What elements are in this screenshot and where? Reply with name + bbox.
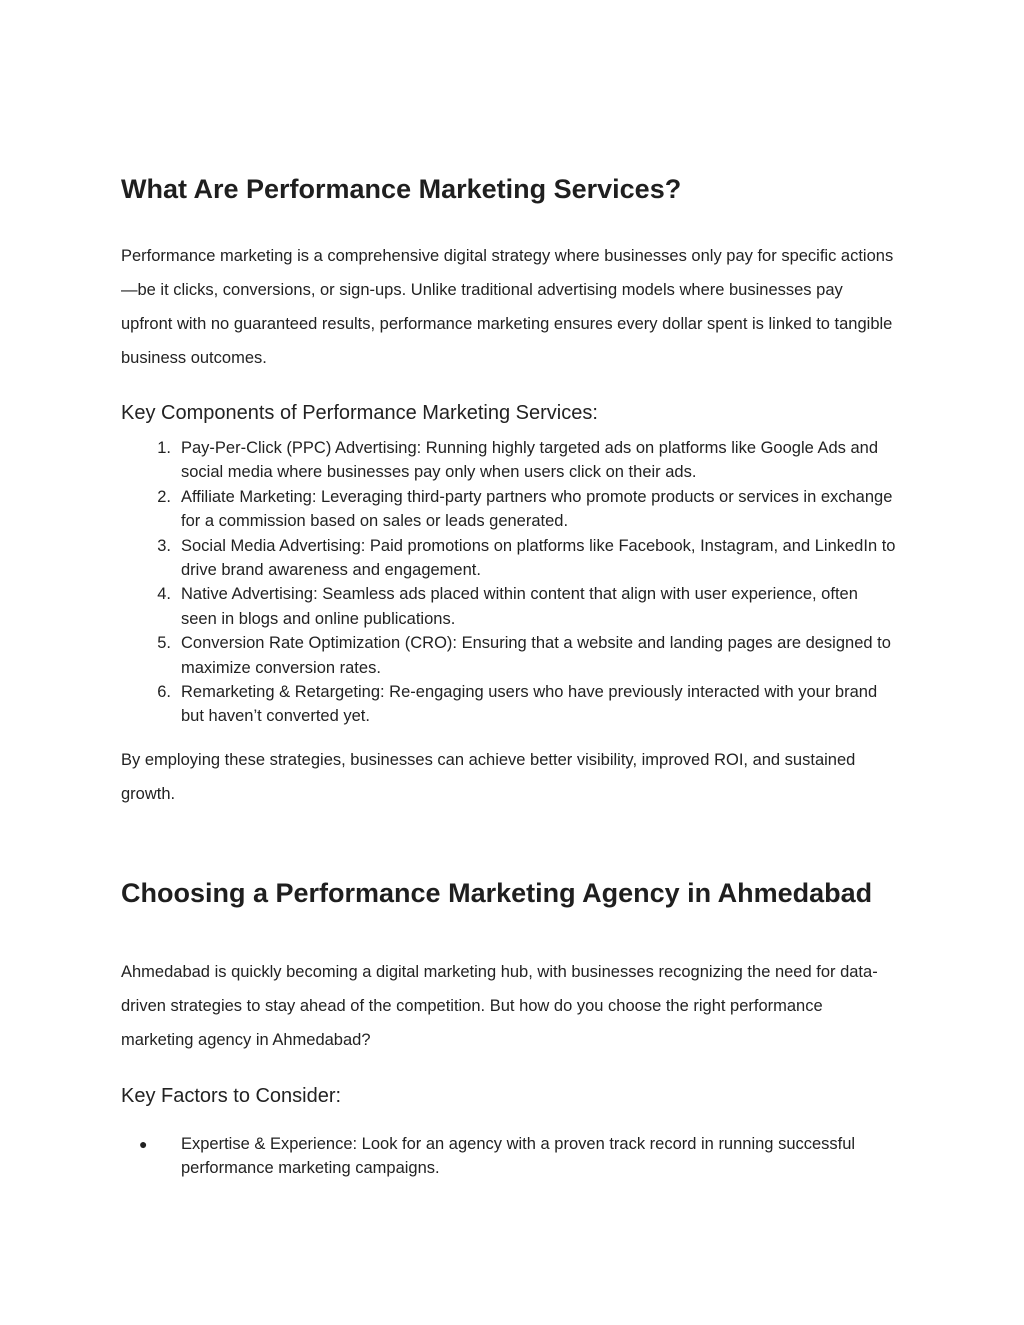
- section-heading-performance-marketing: What Are Performance Marketing Services?: [121, 174, 682, 204]
- list-number: 5.: [157, 634, 171, 653]
- bullet-icon: ●: [139, 1136, 148, 1152]
- key-factors-list: [121, 1132, 896, 1181]
- list-item: [121, 1132, 896, 1181]
- list-item-text: Conversion Rate Optimization (CRO): Ensuring that a website and landing pages are designed to maximize conversion rates.: [181, 634, 891, 677]
- subheading-key-components: Key Components of Performance Marketing Services:: [121, 402, 598, 424]
- list-item-text: Native Advertising: Seamless ads placed within content that align with user experience, often seen in blogs and online publications.: [181, 585, 858, 628]
- list-number: 6.: [157, 683, 171, 702]
- ahmedabad-paragraph: Ahmedabad is quickly becoming a digital marketing hub, with businesses recognizing the need for data-driven strategies to stay ahead of the competition. But how do you choose the right performance marketing agency in Ahmedabad?: [121, 963, 878, 1049]
- list-number: 1.: [157, 439, 171, 457]
- list-item: [121, 582, 896, 631]
- subheading-key-factors: Key Factors to Consider:: [121, 1085, 342, 1107]
- list-item: [121, 680, 896, 729]
- closing-paragraph: By employing these strategies, businesses can achieve better visibility, improved ROI, and sustained growth.: [121, 751, 856, 803]
- list-item: [121, 485, 896, 534]
- intro-paragraph: Performance marketing is a comprehensive digital strategy where businesses only pay for specific actions—be it clicks, conversions, or sign-ups. Unlike traditional advertising models where businesses pay upfront with no guaranteed results, performance marketing ensures every dollar spent is linked to tangible business outcomes.: [121, 247, 894, 367]
- list-item-text: Social Media Advertising: Paid promotions on platforms like Facebook, Instagram, and LinkedIn to drive brand awareness and engagement.: [181, 536, 896, 580]
- list-item-text: Remarketing & Retargeting: Re-engaging users who have previously interacted with your brand but haven’t converted yet.: [181, 683, 878, 726]
- list-item: [121, 534, 896, 583]
- list-number: 3.: [157, 536, 171, 555]
- section-heading-choosing-agency: Choosing a Performance Marketing Agency in Ahmedabad: [121, 878, 873, 908]
- list-number: 4.: [157, 585, 171, 604]
- list-item-text: Expertise & Experience: Look for an agency with a proven track record in running successful performance marketing campaigns.: [181, 1135, 856, 1178]
- list-item-text: Pay-Per-Click (PPC) Advertising: Running highly targeted ads on platforms like Google Ads and social media where businesses pay only when users click on their ads.: [181, 439, 879, 482]
- list-number: 2.: [157, 487, 171, 506]
- key-components-list: [121, 436, 896, 729]
- list-item-text: Affiliate Marketing: Leveraging third-party partners who promote products or services in exchange for a commission based on sales or leads generated.: [181, 487, 893, 531]
- list-item: [121, 436, 896, 485]
- list-item: [121, 631, 896, 680]
